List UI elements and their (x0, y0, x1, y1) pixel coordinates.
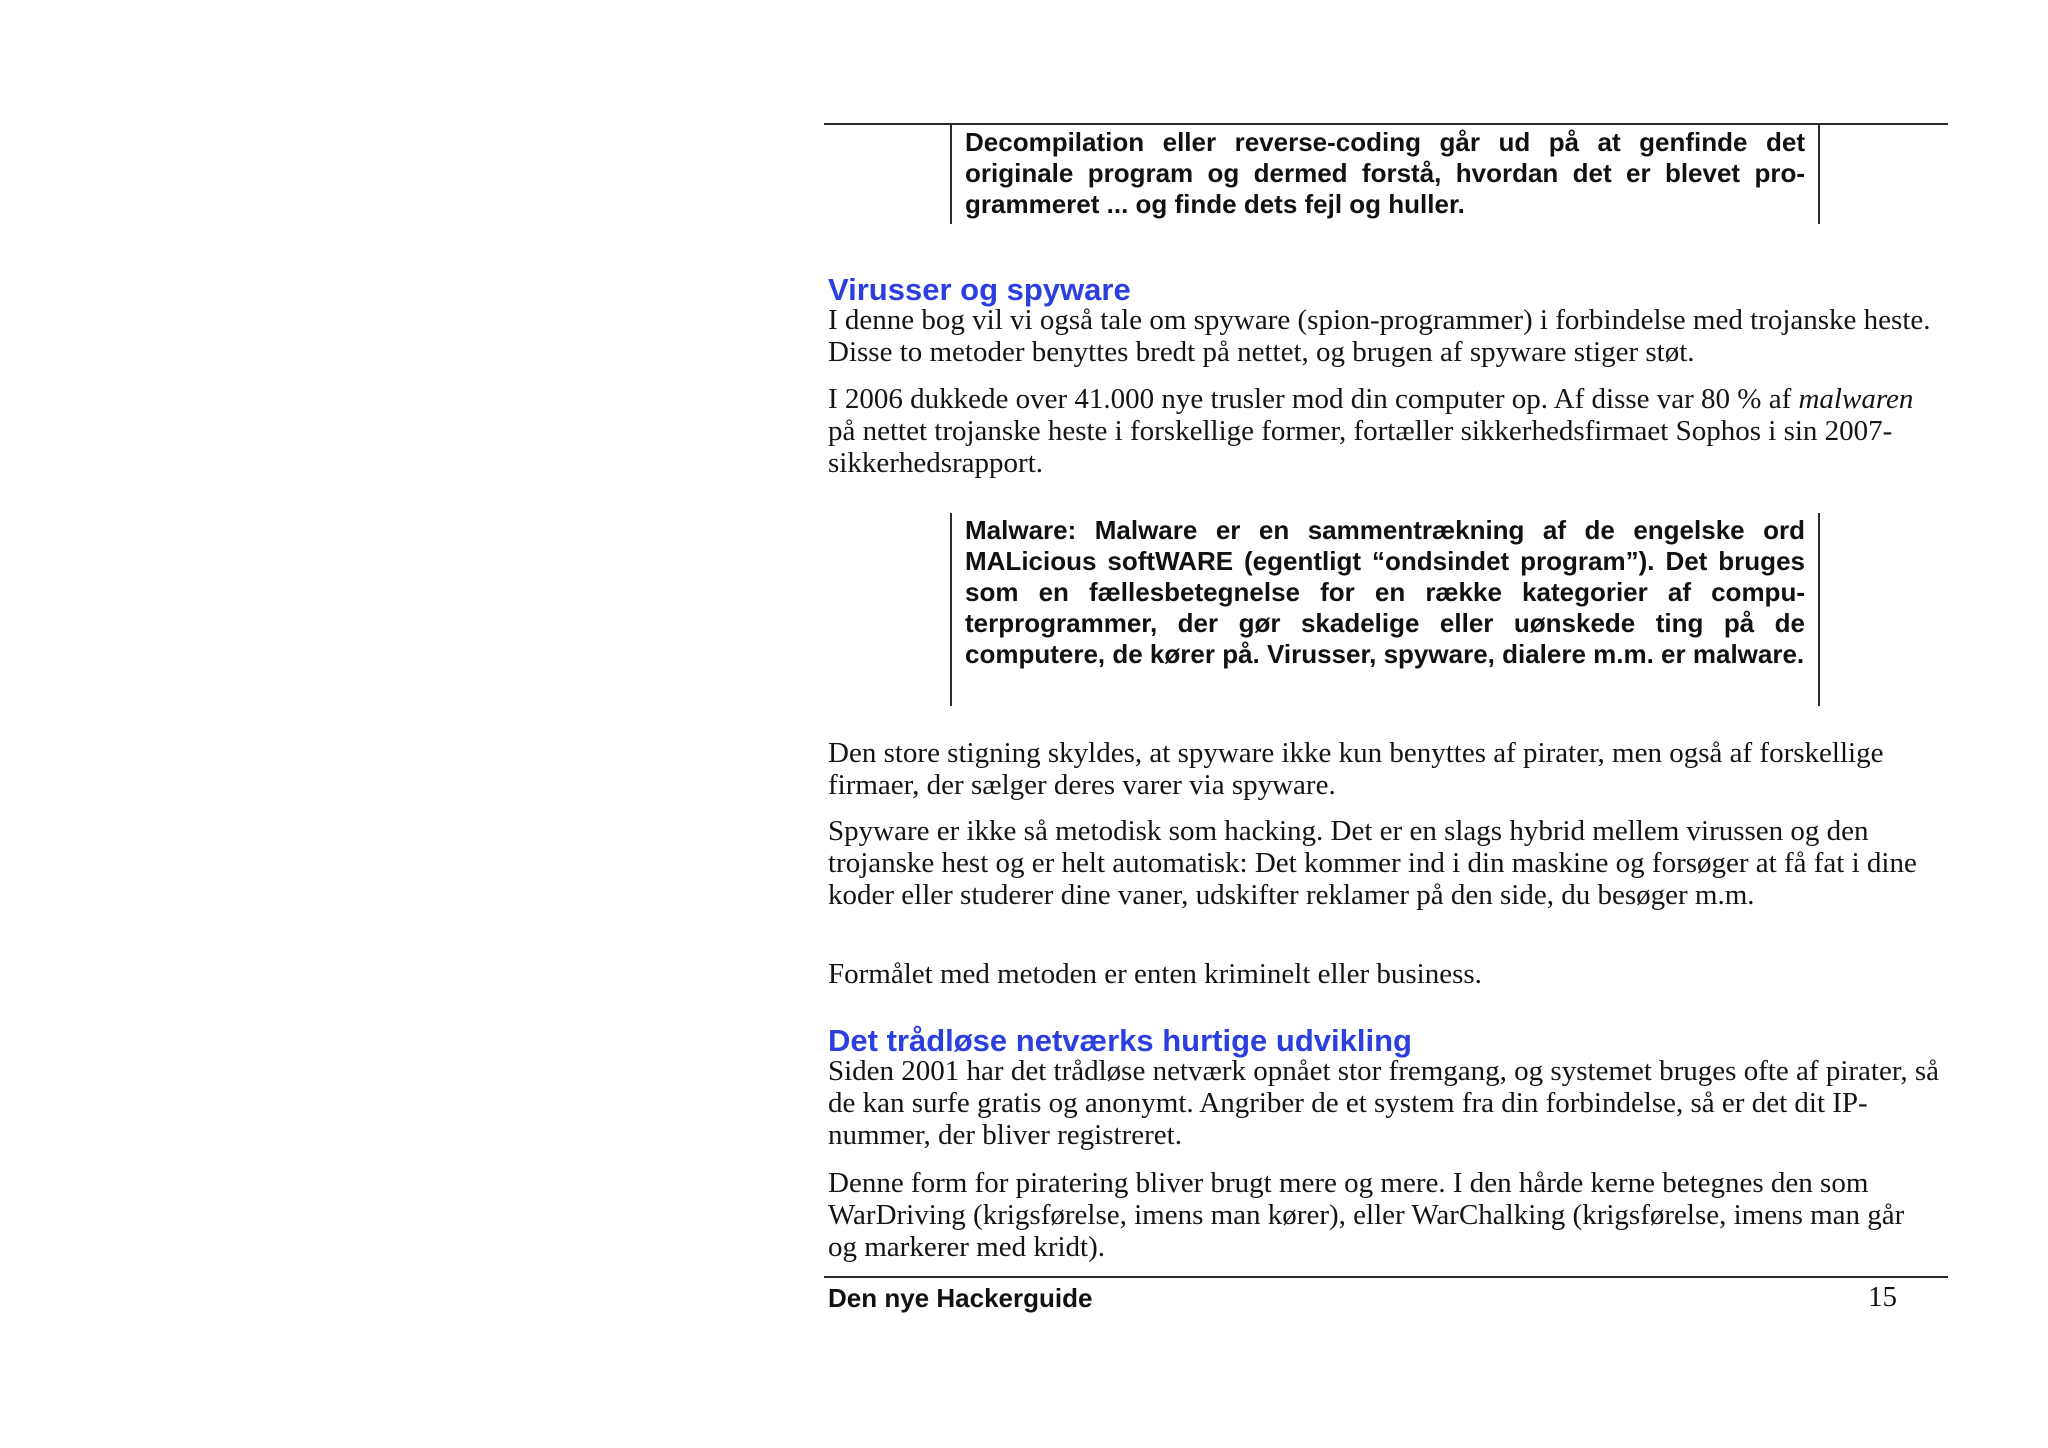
callout-top-left-border (950, 124, 952, 224)
paragraph-wireless-2: Denne form for piratering bliver brugt mere og mere. I den hårde kerne betegnes den som WarDriving (krigsførelse, imens man kører), eller WarChalking (krigsførelse, imens man går og markerer med kridt). (828, 1167, 1905, 1263)
page-number: 15 (1868, 1281, 1897, 1313)
section-heading-virus: Virusser og spyware (828, 272, 1131, 307)
section-heading-wireless: Det trådløse netværks hurtige udvikling (828, 1023, 1412, 1058)
callout-malware-text: Malware: Malware er en sammentrækning af de engelske ord MALicious softWARE (egentligt “ondsindet program”). Det bruges som en fællesbetegnelse for en række kategorier af computerprogrammer, der gør skadelige eller uønskede ting på de computere, de kører på. Virusser, spyware, dialere m.m. er malware. (965, 515, 1805, 669)
callout-decompilation-text: Decompilation eller reverse-coding går ud på at genfinde det originale program og dermed forstå, hvordan det er blevet programmeret ... og finde dets fejl og huller. (965, 127, 1805, 219)
footer-rule (824, 1276, 1948, 1278)
footer-book-title: Den nye Hackerguide (828, 1283, 1093, 1313)
paragraph-virus-2-part-b: på nettet trojanske heste i forskellige former, fortæller sikkerhedsfirmaet Sophos i sin 2007-sikkerhedsrapport. (828, 415, 1893, 479)
paragraph-wireless-1: Siden 2001 har det trådløse netværk opnået stor fremgang, og systemet bruges ofte af pirater, så de kan surfe gratis og anonymt. Angriber de et system fra din forbindelse, så er det dit IP-nummer, der bliver registreret. (828, 1055, 1939, 1151)
callout-top-right-border (1818, 124, 1820, 224)
paragraph-spyware-3: Formålet med metoden er enten kriminelt eller business. (828, 958, 1482, 990)
paragraph-virus-2-italic: malwaren (1798, 383, 1914, 415)
paragraph-spyware-2: Spyware er ikke så metodisk som hacking. Det er en slags hybrid mellem virussen og den trojanske hest og er helt automatisk: Det kommer ind i din maskine og forsøger at få fat i dine koder eller studerer dine vaner, udskifter reklamer på den side, du besøger m.m. (828, 815, 1917, 911)
paragraph-virus-2-part-a: I 2006 dukkede over 41.000 nye trusler mod din computer op. Af disse var 80 % af (828, 383, 1799, 415)
paragraph-virus-2 (828, 383, 1940, 479)
paragraph-spyware-1: Den store stigning skyldes, at spyware ikke kun benyttes af pirater, men også af forskellige firmaer, der sælger deres varer via spyware. (828, 737, 1884, 801)
paragraph-virus-1: I denne bog vil vi også tale om spyware (spion-programmer) i forbindelse med trojanske heste. Disse to metoder benyttes bredt på nettet, og brugen af spyware stiger støt. (828, 304, 1931, 368)
top-rule (824, 123, 1948, 125)
callout-malware-right-border (1818, 513, 1820, 706)
callout-malware-left-border (950, 513, 952, 706)
